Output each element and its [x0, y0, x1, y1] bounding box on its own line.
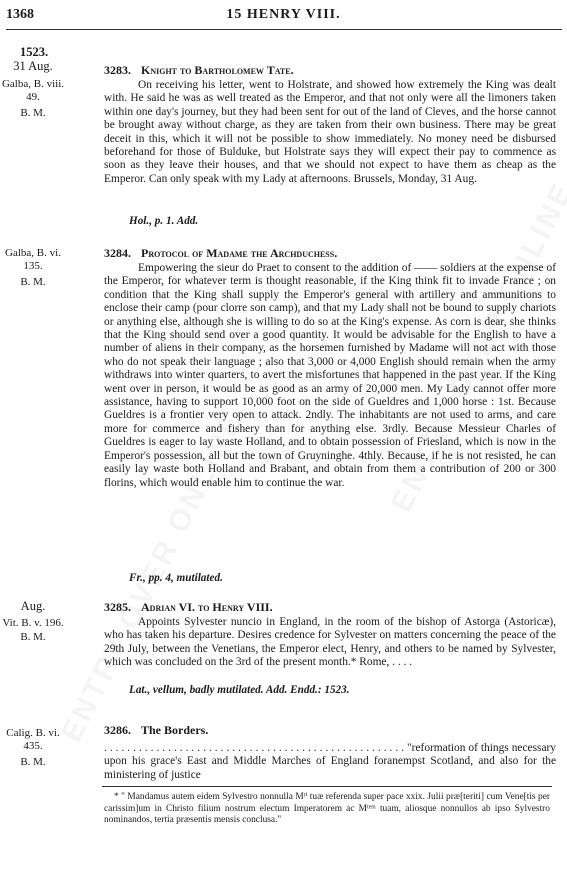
manuscript-ref: 135. — [23, 260, 43, 272]
entry-meta: Hol., p. 1. Add. — [129, 215, 199, 227]
manuscript-ref: B. M. — [20, 756, 46, 768]
entry-number: 3285. — [104, 600, 131, 614]
page-number: 1368 — [6, 7, 34, 22]
manuscript-ref: B. M. — [20, 631, 46, 643]
entry-title: Knight to Bartholomew Tate. — [141, 63, 294, 77]
entry-body: On receiving his letter, went to Holstrate, and showed how extremely the King was dealt with. He said he was as well treated as the Emperor, and that not only were all the limoners taken within one day's journey, but they had been sent for out of the land of Cleves, and the horse cannot be brought away without charge, as they are taken from their own business. There may be great deceit in this, which it will not be possible to show immediately. No money need be disbursed beforehand for those of Bulduke, but Holstrate says they will expect their pay to commence as soon as they leave their houses, and that we should not expect to have them as cheap as the Emperor. Can only speak with my Lady at afternoons. Brussels, Monday, 31 Aug. — [104, 79, 556, 185]
entry-title: Adrian VI. to Henry VIII. — [141, 600, 273, 614]
manuscript-ref: 49. — [26, 91, 40, 103]
entry-meta: Lat., vellum, badly mutilated. Add. Endd.: 1523. — [129, 684, 350, 696]
entry-heading — [104, 63, 294, 78]
manuscript-ref: 435. — [23, 740, 43, 752]
entry-date: 31 Aug. — [13, 59, 53, 73]
footnote: * " Mandamus autem eidem Sylvestro nonnulla Mᵗⁱ tuæ referenda super pace xxix. Julii præ[teriti] cum Vene[tis per carissim]um in Christo filium nostrum electum Imperatorem ac Mᵗᵉᵐ tuam, aliosque nonnullos ab ipso Sylvestro nominandos, tertia præsentis mensis conclusa." — [104, 792, 550, 826]
entry-heading — [104, 246, 337, 261]
header-rule — [6, 29, 562, 30]
entry-number: 3283. — [104, 63, 131, 77]
entry-meta: Fr., pp. 4, mutilated. — [129, 572, 223, 584]
manuscript-ref: B. M. — [20, 107, 46, 119]
entry-date: Aug. — [20, 599, 46, 613]
entry-number: 3286. — [104, 723, 131, 737]
entry-number: 3284. — [104, 246, 131, 260]
manuscript-ref: Galba, B. vi. — [5, 247, 61, 259]
entry-body: . . . . . . . . . . . . . . . . . . . . . . . . . . . . . . . . . . . . . . . . . . . . . . . . . . . . "reformation of things necessary upon his grace's East and Middle Marches of England foranempst Scotland, and also for the ministering of justice — [104, 742, 556, 781]
manuscript-ref: Vit. B. v. 196. — [2, 617, 64, 629]
entry-heading — [104, 723, 208, 738]
entry-title: The Borders. — [141, 723, 209, 737]
manuscript-ref: B. M. — [20, 276, 46, 288]
entry-heading — [104, 600, 273, 615]
entry-body: Appoints Sylvester nuncio in England, in the room of the bishop of Astorga (Astoricæ), who has taken his departure. Desires credence for Sylvester on matters concerning the peace of the 29th July, between the Venetians, the Emperor elect, Henry, and others to be named by Sylvester, which was concluded on the 3rd of the present month.* Rome, . . . . — [104, 616, 556, 669]
manuscript-ref: Galba, B. viii. — [1, 78, 65, 90]
running-title: 15 HENRY VIII. — [226, 7, 341, 22]
entry-body: Empowering the sieur do Praet to consent to the addition of —— soldiers at the expense of the Emperor, for whatever term is thought reasonable, if the King think fit to invade France ; on condition that the King shall supply the Emperor's general with artillery and ammunitions to enclose their camp (pour clorre son camp), and that my Lady shall not be bound to supply chariots or anything else, although she is willing to do so at the King's expense. As corn is dear, she thinks that the King should send over a good quantity. It would be advisable for the English to have a number of aliens in their company, as the horsemen furnished by Madame will not act with those who do not speak their language ; also that 3,000 or 4,000 English should remain when the army withdraws into winter quarters, to avert the misfortunes that happened in the past year. If the King went over in person, it would be as good as an army of 20,000 men. My Lady cannot offer more assistance, having to support 10,000 foot on the side of Gueldres and 1,000 horse : 1st. Because Gueldres is a frontier very open to attack. 2ndly. The inhabitants are not used to arms, and care more for commerce and fishery than for anything else. 3rdly. Because Messieur Charles of Gueldres is eager to lay waste Holland, and to obtain possession of Friesland, which is now in the Emperor's possession, all but the town of Gruyninghe. 4thly. Because, if he is not resisted, he can easily lay waste both Holland and Brabant, and obtain from them a contribution of 200 or 300 florins, which would enable him to continue the war. — [104, 262, 556, 489]
entry-title: Protocol of Madame the Archduchess. — [141, 246, 338, 260]
year-label: 1523. — [20, 45, 49, 59]
manuscript-ref: Calig. B. vi. — [6, 727, 60, 739]
footnote-rule — [102, 786, 552, 787]
